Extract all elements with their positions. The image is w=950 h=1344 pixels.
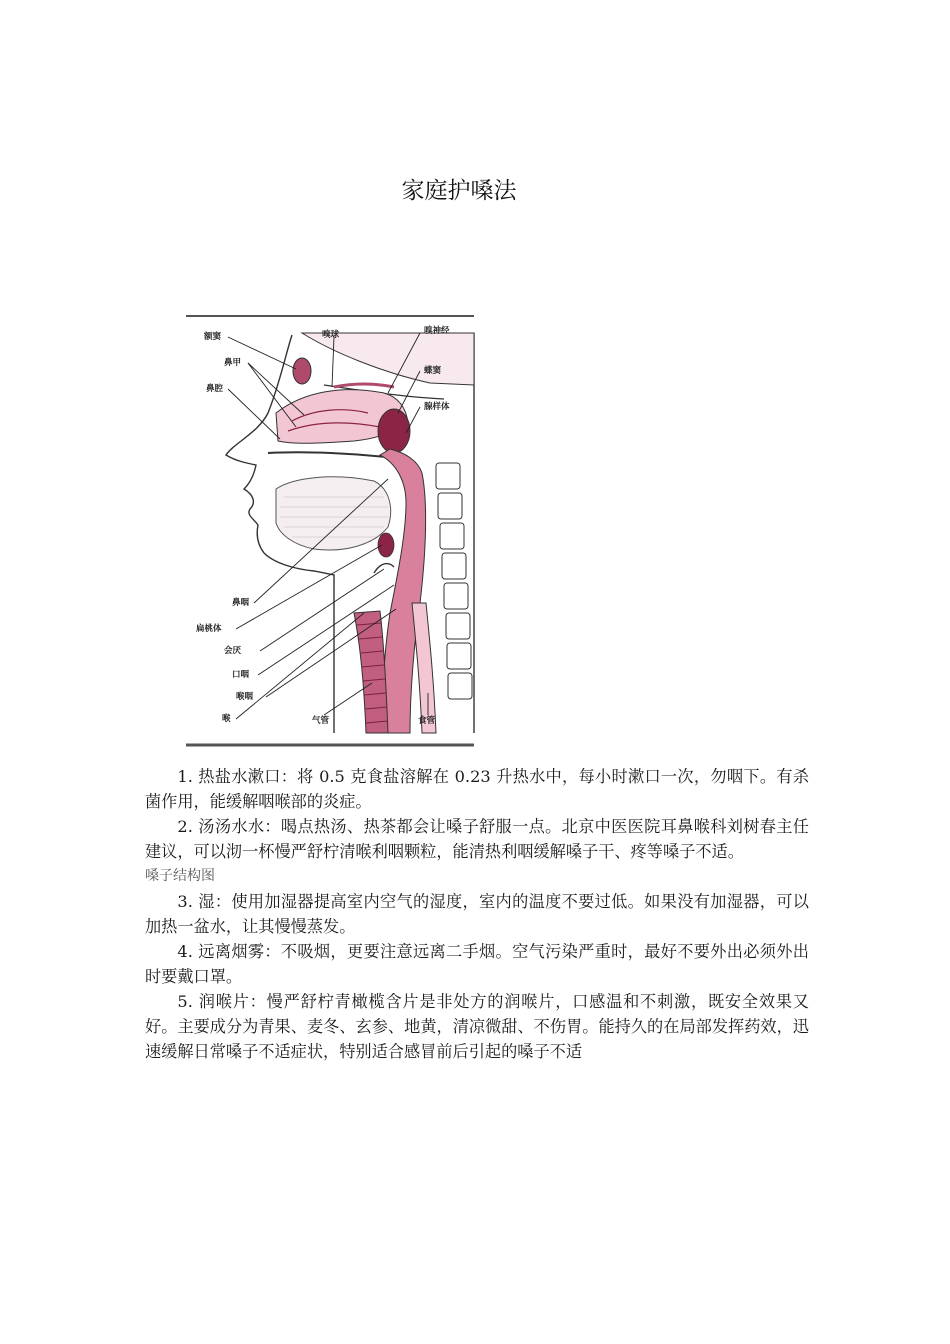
paragraph-4: 4. 远离烟雾：不吸烟，更要注意远离二手烟。空气污染严重时，最好不要外出必须外出时要戴口罩。 [145,942,809,986]
label-epiglottis: 会厌 [224,646,242,656]
label-oropharynx: 口咽 [232,670,250,680]
throat-anatomy-illustration [184,313,476,749]
label-tonsil: 扁桃体 [196,624,222,634]
label-turbinate: 鼻甲 [224,358,242,368]
label-larynx: 喉 [222,714,231,724]
label-nasal-cavity: 鼻腔 [206,384,224,394]
paragraph-2: 2. 汤汤水水：喝点热汤、热茶都会让嗓子舒服一点。北京中医医院耳鼻喉科刘树春主任建议，可以沏一杯慢严舒柠清喉利咽颗粒，能清热利咽缓解嗓子干、疼等嗓子不适。 [145,817,809,861]
paragraph-3: 3. 湿：使用加湿器提高室内空气的湿度，室内的温度不要过低。如果没有加湿器，可以加热一盆水，让其慢慢蒸发。 [145,892,809,936]
label-esophagus: 食管 [418,716,436,726]
article-body [145,764,809,1064]
figure-caption: 嗓子结构图 [145,868,215,884]
label-olfactory-nerve: 嗅神经 [424,326,450,336]
label-nasopharynx: 鼻咽 [232,598,250,608]
paragraph-1: 1. 热盐水漱口：将 0.5 克食盐溶解在 0.23 升热水中，每小时漱口一次，勿咽下。有杀菌作用，能缓解咽喉部的炎症。 [145,767,809,811]
label-adenoid: 腺样体 [424,402,450,412]
label-sphenoid-sinus: 蝶窦 [424,366,442,376]
throat-structure-figure [184,313,476,749]
label-laryngopharynx: 喉咽 [236,692,254,702]
label-trachea: 气管 [312,716,330,726]
page-title: 家庭护嗓法 [401,178,517,204]
paragraph-5: 5. 润喉片：慢严舒柠青橄榄含片是非处方的润喉片，口感温和不刺激，既安全效果又好。主要成分为青果、麦冬、玄参、地黄，清凉微甜、不伤胃。能持久的在局部发挥药效，迅速缓解日常嗓子不适症状，特别适合感冒前后引起的嗓子不适 [145,992,809,1061]
label-frontal-sinus: 额窦 [204,332,222,342]
label-olfactory-bulb: 嗅球 [322,330,340,340]
